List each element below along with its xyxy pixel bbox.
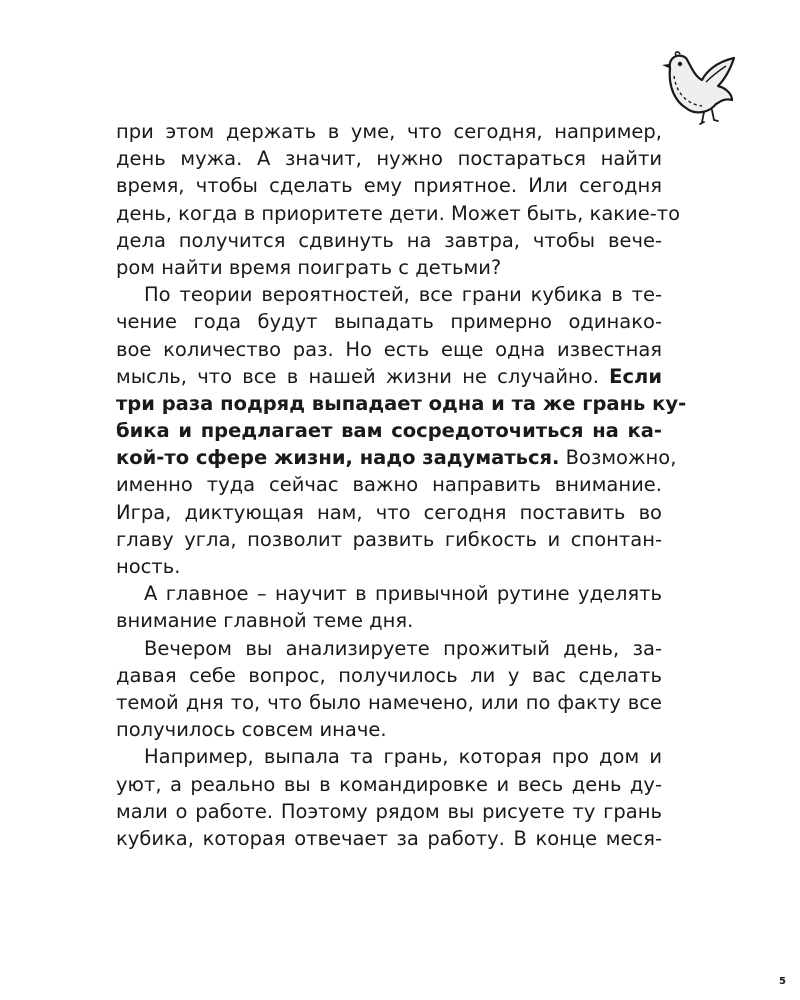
text-line <box>116 580 662 607</box>
text-line <box>116 689 662 716</box>
text-segment: дела получится сдвинуть на завтра, чтобы вече- <box>116 228 662 252</box>
text-line <box>116 607 662 634</box>
text-segment: главу угла, позволит развить гибкость и спонтан- <box>116 527 662 551</box>
text-line <box>116 363 662 390</box>
text-line <box>116 635 662 662</box>
text-segment: ром найти время поиграть с детьми? <box>116 255 502 279</box>
text-segment: уют, а реально вы в командировке и весь день ду- <box>116 772 662 796</box>
bold-text-segment: бика и предлагает вам сосредоточиться на ка- <box>116 419 662 443</box>
text-segment: Например, выпала та грань, которая про дом и <box>144 745 662 769</box>
text-segment: при этом держать в уме, что сегодня, например, <box>116 120 662 143</box>
page-number: 5 <box>779 976 786 987</box>
text-segment: время, чтобы сделать ему приятное. Или сегодня <box>116 174 662 198</box>
text-line <box>116 825 662 852</box>
text-segment: мали о работе. Поэтому рядом вы рисуете ту грань <box>116 799 662 823</box>
text-segment: По теории вероятностей, все грани кубика в те- <box>144 283 662 307</box>
text-segment: давая себе вопрос, получилось ли у вас сделать <box>116 663 662 687</box>
text-segment: внимание главной теме дня. <box>116 609 414 633</box>
bird-icon <box>660 46 742 128</box>
text-segment: Возможно, <box>559 446 677 470</box>
text-segment: день мужа. А значит, нужно постараться найти <box>116 147 662 171</box>
text-segment: кубика, которая отвечает за работу. В конце меся- <box>116 826 662 850</box>
text-line <box>116 172 662 199</box>
bold-text-segment: кой-то сфере жизни, надо задуматься. <box>116 446 560 470</box>
text-line <box>116 499 662 526</box>
text-line <box>116 308 662 335</box>
bold-text-segment: Если <box>609 364 662 388</box>
text-segment: ность. <box>116 555 181 578</box>
text-line <box>116 526 662 553</box>
text-line <box>116 662 662 689</box>
text-line <box>116 444 677 471</box>
text-segment: вое количество раз. Но есть еще одна известная <box>116 337 662 361</box>
text-line <box>116 771 662 798</box>
bold-text-segment: три раза подряд выпадает одна и та же грань ку- <box>116 391 687 415</box>
text-line <box>116 553 662 580</box>
text-line <box>116 798 662 825</box>
body-text <box>116 118 687 852</box>
text-line <box>116 743 662 770</box>
text-line <box>116 390 687 417</box>
text-line <box>116 417 662 444</box>
text-segment: Игра, диктующая нам, что сегодня поставить во <box>116 500 662 524</box>
text-line <box>116 281 662 308</box>
text-segment: именно туда сейчас важно направить внимание. <box>116 473 662 497</box>
text-segment: темой дня то, что было намечено, или по факту все <box>116 690 662 714</box>
text-line <box>116 200 681 227</box>
text-segment: получилось совсем иначе. <box>116 718 387 742</box>
text-line <box>116 227 662 254</box>
text-line <box>116 254 662 281</box>
text-line <box>116 716 662 743</box>
text-line <box>116 145 662 172</box>
text-line <box>116 471 662 498</box>
text-line <box>116 118 662 145</box>
text-segment: А главное – научит в привычной рутине уделять <box>144 582 662 606</box>
text-segment: чение года будут выпадать примерно одинако- <box>116 310 662 334</box>
text-segment: Вечером вы анализируете прожитый день, за- <box>144 636 662 660</box>
text-segment: день, когда в приоритете дети. Может быть, какие-то <box>116 201 681 225</box>
text-line <box>116 336 662 363</box>
text-segment: мысль, что все в нашей жизни не случайно. <box>116 364 610 388</box>
